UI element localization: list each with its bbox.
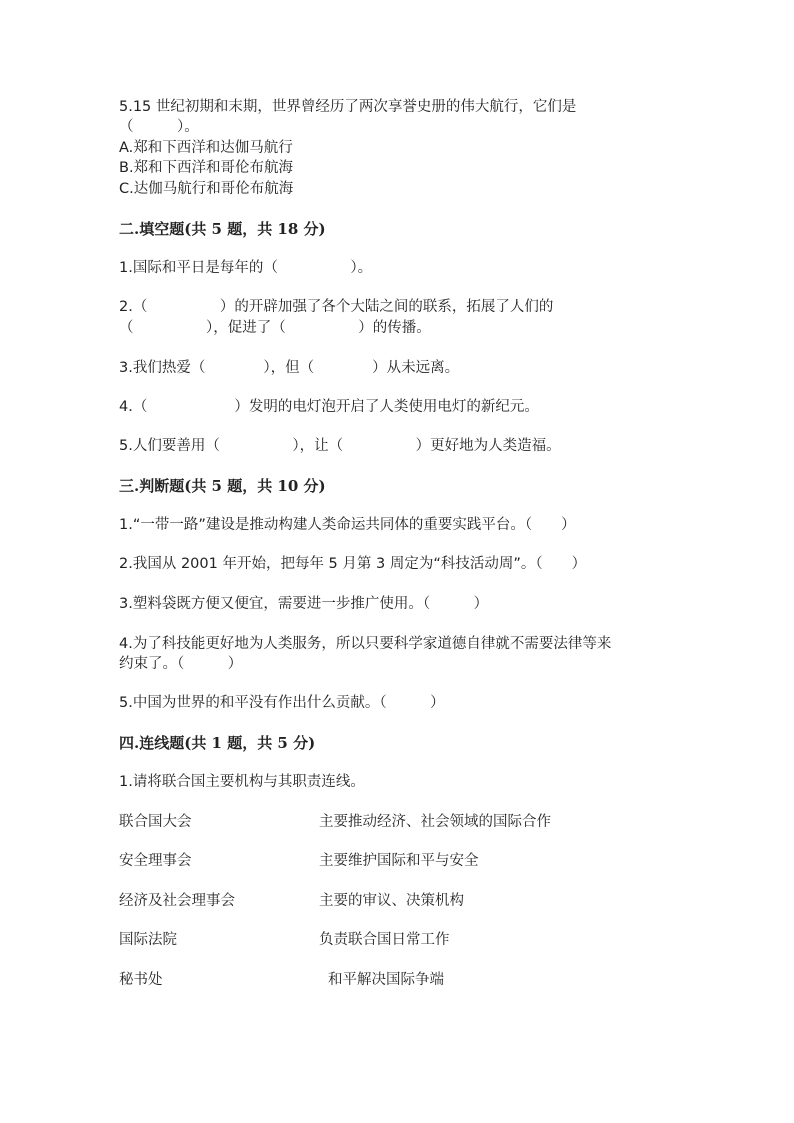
- fill-q2-line1: 2.（ ）的开辟加强了各个大陆之间的联系，拓展了人们的: [119, 299, 554, 315]
- judge-q5: 5.中国为世界的和平没有作出什么贡献。（ ）: [119, 695, 445, 711]
- fill-q3: 3.我们热爱（ ），但（ ）从未远离。: [119, 360, 460, 376]
- judge-q3: 3.塑料袋既方便又便宜，需要进一步推广使用。（ ）: [119, 596, 489, 612]
- q5-choice-stem-line1: 5.15 世纪初期和末期，世界曾经历了两次享誉史册的伟大航行，它们是: [119, 99, 577, 115]
- q5-option-c: C.达伽马航行和哥伦布航海: [119, 181, 294, 197]
- match-left-item: 安全理事会: [119, 853, 192, 869]
- section3-heading: 三.判断题(共 5 题，共 10 分): [119, 477, 326, 495]
- fill-q1: 1.国际和平日是每年的（ ）。: [119, 260, 373, 276]
- q5-choice-stem-line2: （ ）。: [119, 119, 199, 135]
- fill-q2-line2: （ ），促进了（ ）的传播。: [119, 320, 431, 336]
- section4-heading: 四.连线题(共 1 题，共 5 分): [119, 734, 316, 752]
- match-right-item: 主要维护国际和平与安全: [319, 853, 479, 869]
- judge-q4-line1: 4.为了科技能更好地为人类服务，所以只要科学家道德自律就不需要法律等来: [119, 636, 612, 652]
- q5-option-b: B.郑和下西洋和哥伦布航海: [119, 160, 294, 176]
- section2-heading: 二.填空题(共 5 题，共 18 分): [119, 220, 326, 238]
- judge-q2: 2.我国从 2001 年开始，把每年 5 月第 3 周定为“科技活动周”。（ ）: [119, 556, 587, 572]
- q5-option-a: A.郑和下西洋和达伽马航行: [119, 140, 293, 156]
- judge-q1: 1.“一带一路”建设是推动构建人类命运共同体的重要实践平台。（ ）: [119, 517, 576, 533]
- match-left-item: 联合国大会: [119, 814, 192, 830]
- match-right-item: 和平解决国际争端: [328, 972, 444, 988]
- match-right-item: 主要推动经济、社会领域的国际合作: [319, 814, 551, 830]
- match-q1: 1.请将联合国主要机构与其职责连线。: [119, 774, 365, 790]
- match-right-item: 负责联合国日常工作: [319, 932, 450, 948]
- match-right-item: 主要的审议、决策机构: [319, 893, 464, 909]
- judge-q4-line2: 约束了。（ ）: [119, 656, 243, 672]
- fill-q4: 4.（ ）发明的电灯泡开启了人类使用电灯的新纪元。: [119, 399, 539, 415]
- match-left-item: 国际法院: [119, 932, 177, 948]
- match-left-item: 秘书处: [119, 972, 163, 988]
- fill-q5: 5.人们要善用（ ），让（ ）更好地为人类造福。: [119, 438, 561, 454]
- match-left-item: 经济及社会理事会: [119, 893, 235, 909]
